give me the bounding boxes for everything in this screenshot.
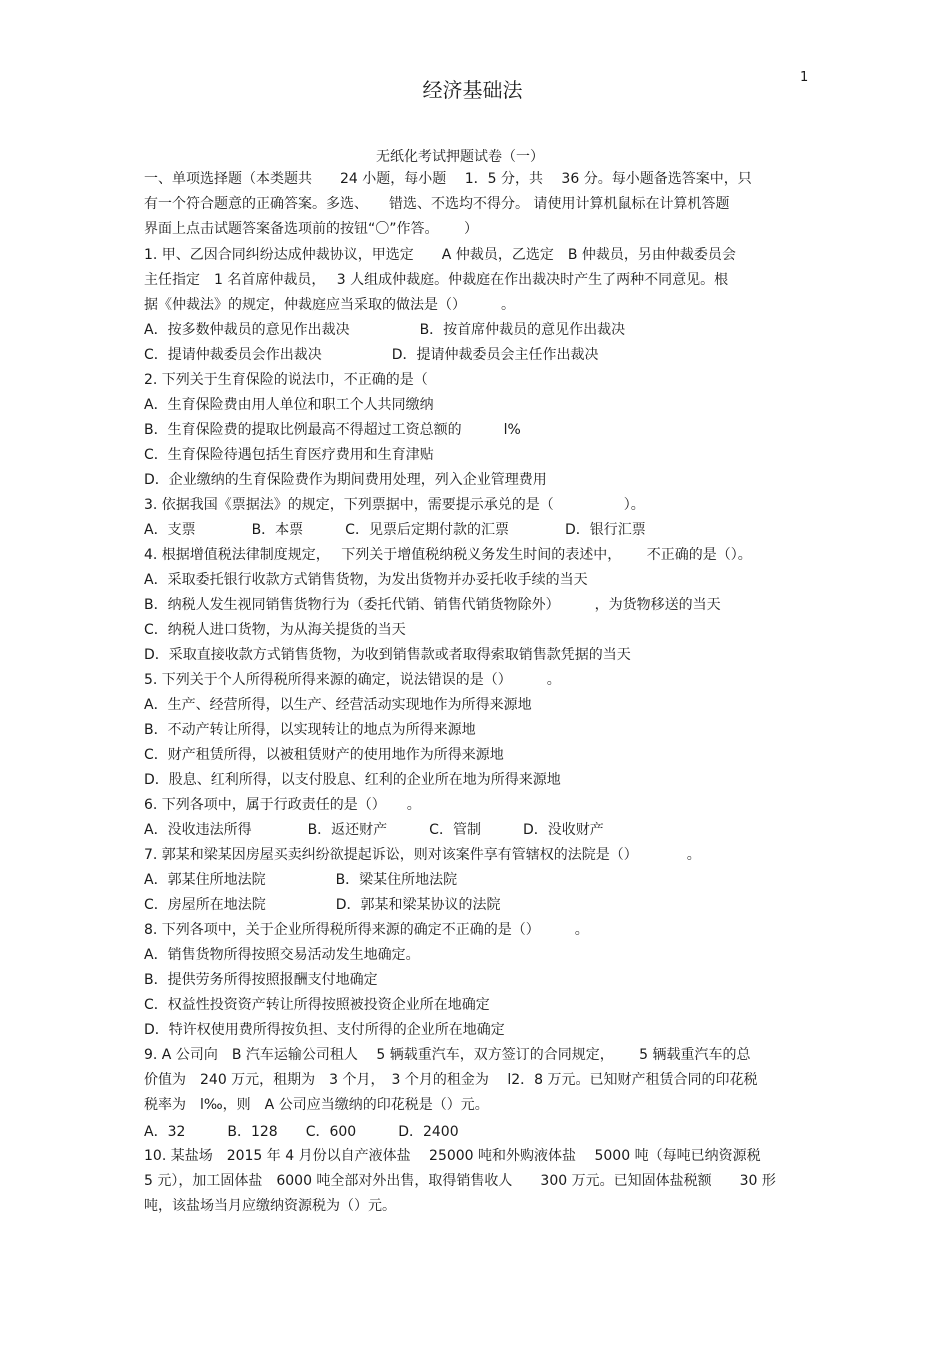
text-line: 据《仲裁法》的规定，仲裁庭应当采取的做法是（） 。 <box>144 297 515 313</box>
text-line: 1. 甲、乙因合同纠纷达成仲裁协议，甲选定 A 仲裁员，乙选定 B 仲裁员，另由仲裁委员会 <box>144 247 736 263</box>
text-line: 吨，该盐场当月应缴纳资源税为（）元。 <box>144 1198 396 1214</box>
text-line: 8. 下列各项中，关于企业所得税所得来源的确定不正确的是（） 。 <box>144 922 589 938</box>
text-line: 税率为 l‰，则 A 公司应当缴纳的印花税是（）元。 <box>144 1097 489 1113</box>
text-line: 主任指定 1 名首席仲裁员， 3 人组成仲裁庭。仲裁庭在作出裁决时产生了两种不同意见。根 <box>144 272 729 288</box>
text-line: 有一个符合题意的正确答案。多选、 错选、不选均不得分。 请使用计算机鼠标在计算机答题 <box>144 196 730 212</box>
text-line: C．房屋所在地法院 D．郭某和梁某协议的法院 <box>144 897 501 913</box>
text-line: A．支票 B．本票 C．见票后定期付款的汇票 D．银行汇票 <box>144 522 646 538</box>
text-line: B．生育保险费的提取比例最高不得超过工资总额的 l% <box>144 422 521 438</box>
text-line: 6. 下列各项中，属于行政责任的是（） 。 <box>144 797 421 813</box>
text-line: D．股息、红利所得，以支付股息、红利的企业所在地为所得来源地 <box>144 772 561 788</box>
text-line: B．纳税人发生视同销售货物行为（委托代销、销售代销货物除外） ，为货物移送的当天 <box>144 597 721 613</box>
text-line: C．纳税人进口货物，为从海关提货的当天 <box>144 622 406 638</box>
text-line: B．提供劳务所得按照报酬支付地确定 <box>144 972 378 988</box>
text-line: B．不动产转让所得，以实现转让的地点为所得来源地 <box>144 722 476 738</box>
text-line: A．生育保险费由用人单位和职工个人共同缴纳 <box>144 397 434 413</box>
text-line: C．提请仲裁委员会作出裁决 D．提请仲裁委员会主任作出裁决 <box>144 347 599 363</box>
text-line: D．企业缴纳的生育保险费作为期间费用处理，列入企业管理费用 <box>144 472 547 488</box>
text-line: A．采取委托银行收款方式销售货物，为发出货物并办妥托收手续的当天 <box>144 572 588 588</box>
document-title: 经济基础法 <box>422 78 523 102</box>
text-line: D．特许权使用费所得按负担、支付所得的企业所在地确定 <box>144 1022 505 1038</box>
text-line: A．没收违法所得 B．返还财产 C．管制 D．没收财产 <box>144 822 604 838</box>
text-line: 5 元），加工固体盐 6000 吨全部对外出售，取得销售收人 300 万元。已知固体盐税额 30 形 <box>144 1173 776 1189</box>
text-line: C．财产租赁所得，以被租赁财产的使用地作为所得来源地 <box>144 747 504 763</box>
text-line: A．销售货物所得按照交易活动发生地确定。 <box>144 947 420 963</box>
page-number: 1 <box>800 70 809 85</box>
text-line: D．采取直接收款方式销售货物，为收到销售款或者取得索取销售款凭据的当天 <box>144 647 631 663</box>
text-line: 界面上点击试题答案备选项前的按钮“〇”作答。 ） <box>144 221 478 237</box>
text-line: 价值为 240 万元，租期为 3 个月， 3 个月的租金为 l2．8 万元。已知财产租赁合同的印花税 <box>144 1072 758 1088</box>
text-line: C．权益性投资资产转让所得按照被投资企业所在地确定 <box>144 997 490 1013</box>
text-line: C．生育保险待遇包括生育医疗费用和生育津贴 <box>144 447 434 463</box>
text-line: A．生产、经营所得，以生产、经营活动实现地作为所得来源地 <box>144 697 532 713</box>
text-line: 3. 依据我国《票据法》的规定，下列票据中，需要提示承兑的是（ ）。 <box>144 497 645 513</box>
text-line: 一、单项选择题（本类题共 24 小题，每小题 1．5 分，共 36 分。每小题备选答案中，只 <box>144 171 752 187</box>
text-line: 7. 郭某和梁某因房屋买卖纠纷欲提起诉讼，则对该案件享有管辖权的法院是（） 。 <box>144 847 701 863</box>
text-line: A．按多数仲裁员的意见作出裁决 B．按首席仲裁员的意见作出裁决 <box>144 322 626 338</box>
text-line: 5. 下列关于个人所得税所得来源的确定，说法错误的是（） 。 <box>144 672 561 688</box>
exam-subtitle: 无纸化考试押题试卷（一） <box>376 149 544 165</box>
text-line: 9. A 公司向 B 汽车运输公司租人 5 辆载重汽车，双方签订的合同规定， 5 辆载重汽车的总 <box>144 1047 751 1063</box>
text-line: 2. 下列关于生育保险的说法巾，不正确的是（ <box>144 372 428 388</box>
text-line: A．郭某住所地法院 B．梁某住所地法院 <box>144 872 458 888</box>
text-line: A．32 B．128 C．600 D．2400 <box>144 1124 459 1140</box>
text-line: 4. 根据增值税法律制度规定， 下列关于增值税纳税义务发生时间的表述中， 不正确的是（）。 <box>144 547 752 563</box>
text-line: 10. 某盐场 2015 年 4 月份以自产液体盐 25000 吨和外购液体盐 5000 吨（每吨已纳资源税 <box>144 1148 761 1164</box>
